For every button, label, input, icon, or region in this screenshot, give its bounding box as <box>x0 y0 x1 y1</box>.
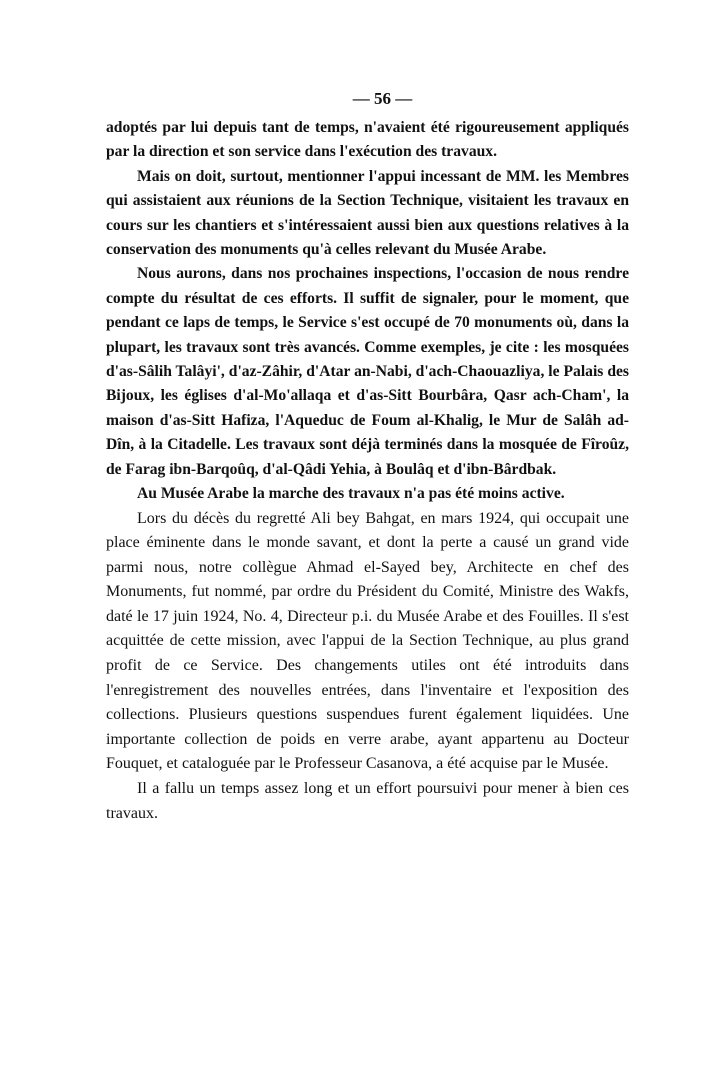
text-block <box>106 116 629 826</box>
paragraph-4: Au Musée Arabe la marche des travaux n'a pas été moins active. <box>137 485 565 503</box>
paragraph-2: Mais on doit, surtout, mentionner l'appui incessant de MM. les Membres qui assistaient aux réunions de la Section Technique, visitaient les travaux en cours sur les chantiers et s'intéressaient aussi bien aux questions relatives à la conservation des monuments qu'à celles relevant du Musée Arabe. <box>106 167 629 259</box>
page-number: — 56 — <box>352 89 413 108</box>
paragraph-5: Lors du décès du regretté Ali bey Bahgat, en mars 1924, qui occupait une place éminente dans le monde savant, et dont la perte a causé un grand vide parmi nous, notre collègue Ahmad el-Sayed bey, Architecte en chef des Monuments, fut nommé, par ordre du Président du Comité, Ministre des Wakfs, daté le 17 juin 1924, No. 4, Directeur p.i. du Musée Arabe et des Fouilles. Il s'est acquittée de cette mission, avec l'appui de la Section Technique, au plus grand profit de ce Service. Des changements utiles ont été introduits dans l'enregistrement des nouvelles entrées, dans l'inventaire et l'exposition des collections. Plusieurs questions suspendues furent également liquidées. Une importante collection de poids en verre arabe, ayant appartenu au Docteur Fouquet, et cataloguée par le Professeur Casanova, a été acquise par le Musée. <box>106 509 629 773</box>
paragraph-1: adoptés par lui depuis tant de temps, n'avaient été rigoureusement appliqués par la direction et son service dans l'exécution des travaux. <box>106 119 629 161</box>
paragraph-6: Il a fallu un temps assez long et un effort poursuivi pour mener à bien ces travaux. <box>106 780 629 822</box>
page-body <box>106 86 629 826</box>
paragraph-3: Nous aurons, dans nos prochaines inspections, l'occasion de nous rendre compte du résultat de ces efforts. Il suffit de signaler, pour le moment, que pendant ce laps de temps, le Service s'est occupé de 70 monuments où, dans la plupart, les travaux sont très avancés. Comme exemples, je cite : les mosquées d'as-Sâlih Talâyi', d'az-Zâhir, d'Atar an-Nabi, d'ach-Chaouazliya, le Palais des Bijoux, les églises d'al-Mo'allaqa et d'as-Sitt Bourbâra, Qasr ach-Cham', la maison d'as-Sitt Hafiza, l'Aqueduc de Foum al-Khalig, le Mur de Salâh ad-Dîn, à la Citadelle. Les travaux sont déjà terminés dans la mosquée de Fîroûz, de Farag ibn-Barqoûq, d'al-Qâdi Yehia, à Boulâq et d'ibn-Bârdbak. <box>106 265 629 478</box>
